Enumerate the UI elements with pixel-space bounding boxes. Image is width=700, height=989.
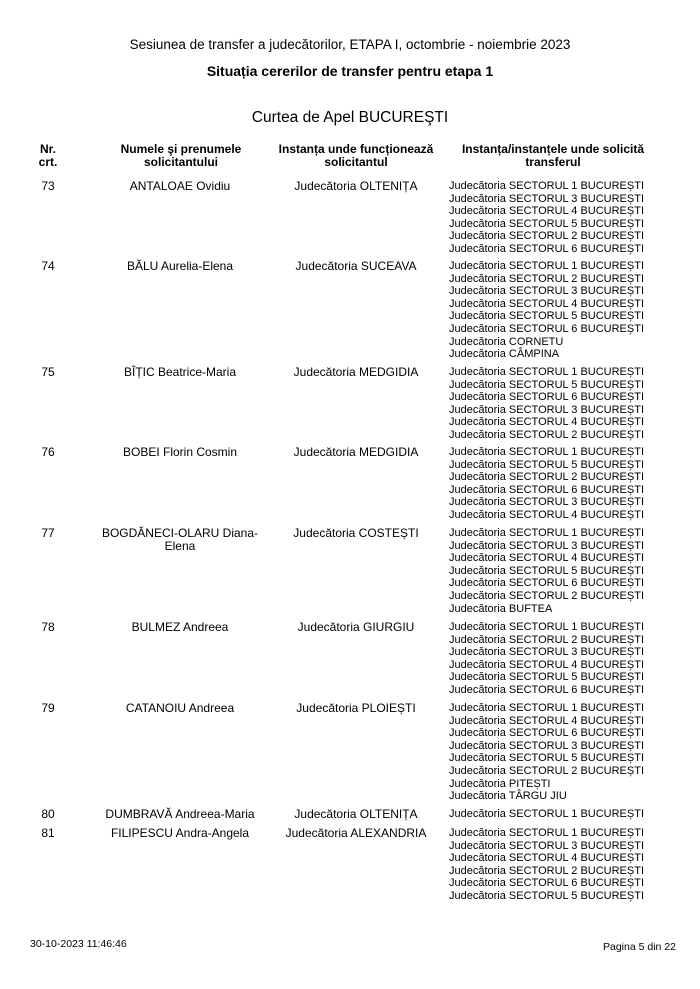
target-item: Judecătoria SECTORUL 3 BUCUREȘTI: [449, 646, 645, 659]
column-header-institution-line1: Instanța unde funcționează: [278, 142, 434, 156]
current-institution: Judecătoria MEDGIDIA: [293, 445, 419, 459]
column-header-name: [86, 143, 276, 169]
applicant-name: CATANOIU Andreea: [125, 701, 235, 715]
target-item: Judecătoria SECTORUL 3 BUCUREȘTI: [449, 496, 645, 509]
target-item: Judecătoria SECTORUL 4 BUCUREȘTI: [449, 714, 645, 727]
target-item: Judecătoria SECTORUL 3 BUCUREȘTI: [449, 403, 645, 416]
target-item: Judecătoria SECTORUL 1 BUCUREȘTI: [449, 827, 645, 839]
target-item: Judecătoria SECTORUL 3 BUCUREȘTI: [449, 839, 645, 852]
target-item: Judecătoria SECTORUL 1 BUCUREȘTI: [449, 808, 645, 820]
applicant-name: BOBEI Florin Cosmin: [122, 445, 238, 459]
column-header-target-line1: Instanța/instanțele unde solicită: [461, 142, 645, 156]
row-number: 78: [41, 620, 55, 634]
target-item: Judecătoria SECTORUL 6 BUCUREȘTI: [449, 242, 645, 255]
target-item: Judecătoria SECTORUL 1 BUCUREȘTI: [449, 446, 645, 458]
row-number: 74: [41, 259, 55, 273]
target-item: Judecătoria SECTORUL 5 BUCUREȘTI: [449, 671, 645, 684]
target-item: Judecătoria SECTORUL 5 BUCUREȘTI: [449, 458, 645, 471]
target-item: Judecătoria SECTORUL 6 BUCUREȘTI: [449, 877, 645, 890]
target-item: Judecătoria SECTORUL 4 BUCUREȘTI: [449, 297, 645, 310]
target-item: Judecătoria SECTORUL 2 BUCUREȘTI: [449, 428, 645, 441]
target-item: Judecătoria CORNETU: [449, 335, 564, 348]
column-header-target-line2: transferul: [525, 155, 581, 169]
target-item: Judecătoria SECTORUL 4 BUCUREȘTI: [449, 552, 645, 565]
applicant-name-line1: BOGDĂNECI-OLARU Diana-: [101, 526, 259, 540]
target-item: Judecătoria SECTORUL 6 BUCUREȘTI: [449, 727, 645, 740]
target-item: Judecătoria SECTORUL 2 BUCUREȘTI: [449, 633, 645, 646]
target-item: Judecătoria TÂRGU JIU: [449, 790, 567, 803]
target-item: Judecătoria SECTORUL 2 BUCUREȘTI: [449, 764, 645, 777]
applicant-name: ANTALOAE Ovidiu: [129, 179, 231, 193]
current-institution: Judecătoria OLTENIȚA: [294, 179, 418, 193]
target-item: Judecătoria SECTORUL 3 BUCUREȘTI: [449, 285, 645, 298]
row-number: 73: [41, 179, 55, 193]
target-item: Judecătoria SECTORUL 3 BUCUREȘTI: [449, 739, 645, 752]
row-number: 81: [41, 826, 55, 840]
row-number: 77: [41, 526, 55, 540]
target-item: Judecătoria SECTORUL 4 BUCUREȘTI: [449, 416, 645, 429]
target-item: Judecătoria SECTORUL 6 BUCUREȘTI: [449, 483, 645, 496]
row-number: 79: [41, 701, 55, 715]
target-item: Judecătoria SECTORUL 1 BUCUREȘTI: [449, 702, 645, 714]
session-title: Sesiunea de transfer a judecătorilor, ETAPA I, octombrie - noiembrie 2023: [129, 37, 571, 52]
column-header-institution-line2: solicitantul: [324, 155, 388, 169]
column-header-nr-line1: Nr.: [39, 142, 56, 156]
applicant-name: BÎȚIC Beatrice-Maria: [123, 365, 237, 379]
target-item: Judecătoria SECTORUL 4 BUCUREȘTI: [449, 852, 645, 865]
target-item: Judecătoria SECTORUL 5 BUCUREȘTI: [449, 564, 645, 577]
column-header-institution: [262, 143, 450, 169]
target-item: Judecătoria SECTORUL 5 BUCUREȘTI: [449, 752, 645, 765]
current-institution: Judecătoria PLOIEȘTI: [296, 701, 416, 715]
target-list: [449, 180, 664, 256]
column-header-nr: [30, 143, 66, 169]
current-institution: Judecătoria OLTENIȚA: [294, 807, 418, 821]
target-item: Judecătoria SECTORUL 4 BUCUREȘTI: [449, 205, 645, 218]
court-name: Curtea de Apel BUCUREŞTI: [251, 109, 449, 126]
target-list: [449, 446, 664, 522]
target-item: Judecătoria SECTORUL 6 BUCUREȘTI: [449, 683, 645, 696]
target-list: [449, 366, 664, 442]
target-item: Judecătoria SECTORUL 1 BUCUREȘTI: [449, 527, 645, 539]
row-number: 76: [41, 445, 55, 459]
target-item: Judecătoria SECTORUL 5 BUCUREȘTI: [449, 889, 645, 902]
applicant-name: DUMBRAVĂ Andreea-Maria: [105, 807, 255, 821]
column-header-nr-line2: crt.: [38, 155, 58, 169]
target-list: [449, 621, 664, 697]
target-item: Judecătoria SECTORUL 2 BUCUREȘTI: [449, 272, 645, 285]
target-item: Judecătoria SECTORUL 1 BUCUREȘTI: [449, 180, 645, 192]
current-institution: Judecătoria SUCEAVA: [295, 259, 417, 273]
target-item: Judecătoria SECTORUL 6 BUCUREȘTI: [449, 391, 645, 404]
target-list: [449, 808, 664, 821]
target-item: Judecătoria SECTORUL 2 BUCUREȘTI: [449, 471, 645, 484]
target-list: [449, 527, 664, 615]
target-item: Judecătoria SECTORUL 4 BUCUREȘTI: [449, 658, 645, 671]
applicant-name: BULMEZ Andreea: [131, 620, 229, 634]
applicant-name-line2: Elena: [164, 539, 196, 553]
column-header-target: [446, 143, 660, 169]
target-list: [449, 260, 664, 361]
target-item: Judecătoria SECTORUL 2 BUCUREȘTI: [449, 589, 645, 602]
target-item: Judecătoria SECTORUL 5 BUCUREȘTI: [449, 378, 645, 391]
target-item: Judecătoria SECTORUL 3 BUCUREȘTI: [449, 192, 645, 205]
document-title: Situația cererilor de transfer pentru etapa 1: [206, 63, 494, 79]
target-item: Judecătoria SECTORUL 3 BUCUREȘTI: [449, 539, 645, 552]
target-item: Judecătoria BUFTEA: [449, 602, 553, 615]
footer-page-number: Pagina 5 din 22: [603, 941, 676, 953]
current-institution: Judecătoria GIURGIU: [297, 620, 415, 634]
applicant-name: FILIPESCU Andra-Angela: [110, 826, 250, 840]
applicant-name: BĂLU Aurelia-Elena: [126, 259, 234, 273]
target-item: Judecătoria SECTORUL 5 BUCUREȘTI: [449, 217, 645, 230]
target-item: Judecătoria SECTORUL 6 BUCUREȘTI: [449, 577, 645, 590]
current-institution: Judecătoria COSTEȘTI: [293, 526, 419, 540]
current-institution: Judecătoria ALEXANDRIA: [285, 826, 427, 840]
row-number: 75: [41, 365, 55, 379]
target-item: Judecătoria CÂMPINA: [449, 348, 560, 361]
footer-datetime: 30-10-2023 11:46:46: [30, 938, 127, 950]
target-list: [449, 702, 664, 803]
target-list: [449, 827, 664, 903]
target-item: Judecătoria SECTORUL 4 BUCUREȘTI: [449, 508, 645, 521]
target-item: Judecătoria SECTORUL 1 BUCUREȘTI: [449, 260, 645, 272]
column-header-name-line1: Numele şi prenumele: [120, 142, 242, 156]
applicant-name: [80, 527, 280, 553]
target-item: Judecătoria SECTORUL 1 BUCUREȘTI: [449, 621, 645, 633]
target-item: Judecătoria SECTORUL 5 BUCUREȘTI: [449, 310, 645, 323]
target-item: Judecătoria SECTORUL 2 BUCUREȘTI: [449, 230, 645, 243]
current-institution: Judecătoria MEDGIDIA: [293, 365, 419, 379]
target-item: Judecătoria SECTORUL 2 BUCUREȘTI: [449, 864, 645, 877]
target-item: Judecătoria SECTORUL 6 BUCUREȘTI: [449, 322, 645, 335]
row-number: 80: [41, 807, 55, 821]
target-item: Judecătoria PITEȘTI: [449, 777, 551, 790]
target-item: Judecătoria SECTORUL 1 BUCUREȘTI: [449, 366, 645, 378]
column-header-name-line2: solicitantului: [143, 155, 218, 169]
